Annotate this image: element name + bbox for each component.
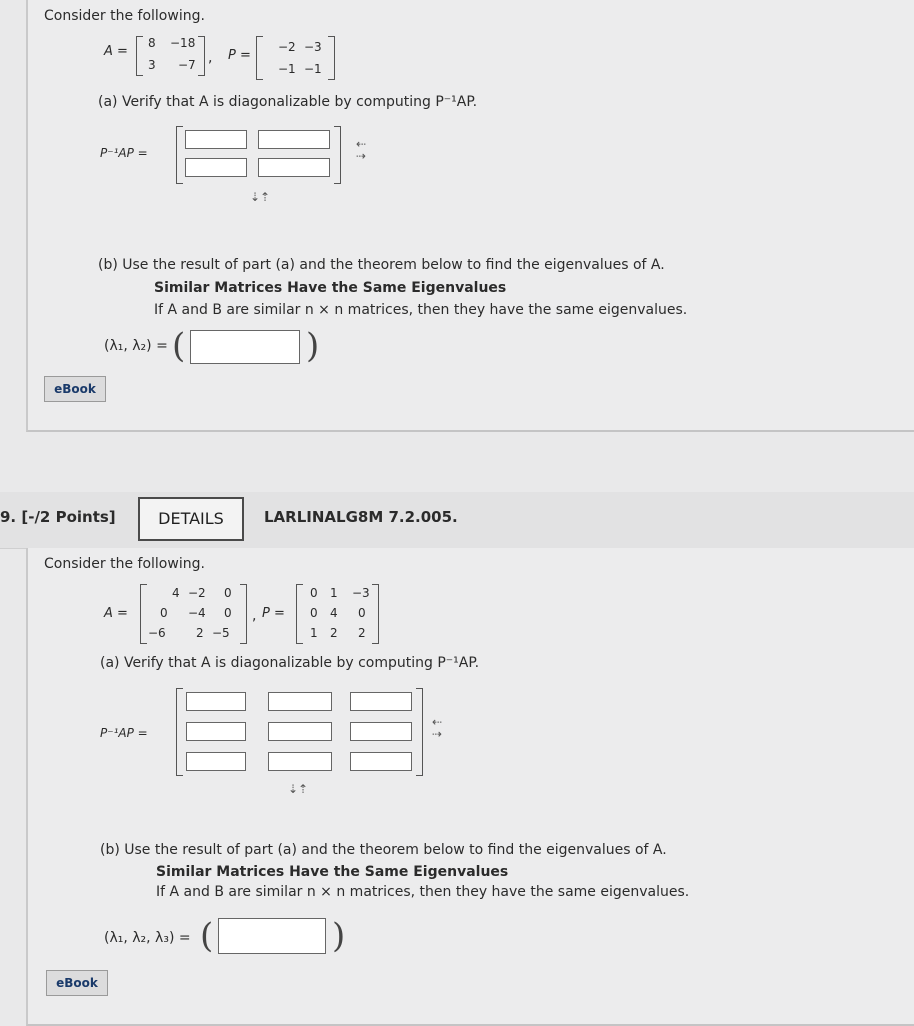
q2-theorem-title: Similar Matrices Have the Same Eigenvalues	[156, 864, 509, 880]
q2-a-12: −2	[188, 586, 206, 600]
q1-p-12: −3	[304, 40, 322, 54]
q2-answer-22[interactable]	[268, 722, 332, 741]
q2-answer-13[interactable]	[350, 692, 412, 711]
q2-pap-left-bracket	[176, 688, 183, 776]
q2-part-a: (a) Verify that A is diagonalizable by computing P⁻¹AP.	[100, 655, 480, 671]
q2-prompt: Consider the following.	[44, 556, 205, 572]
q1-a-22: −7	[178, 58, 196, 72]
q2-pap-right-bracket	[416, 688, 423, 776]
q2-p-left-bracket	[296, 584, 303, 644]
q1-answer-11[interactable]	[185, 130, 247, 149]
q1-theorem-title: Similar Matrices Have the Same Eigenvalues	[154, 280, 507, 296]
q2-a-left-bracket	[140, 584, 147, 644]
q2-answer-32[interactable]	[268, 752, 332, 771]
arrows-up-down-icon[interactable]: ⇣⇡	[250, 190, 271, 204]
q1-p-right-bracket	[328, 36, 335, 80]
q2-ebook-button[interactable]: eBook	[46, 970, 108, 996]
q1-p-21: −1	[278, 62, 296, 76]
q1-p-11: −2	[278, 40, 296, 54]
q2-answer-23[interactable]	[350, 722, 412, 741]
q2-comma: ,	[252, 608, 257, 624]
q2-eigenvalues-input[interactable]	[218, 918, 326, 954]
q1-pap-left-bracket	[176, 126, 183, 184]
q1-ebook-button[interactable]: eBook	[44, 376, 106, 402]
q1-a-right-bracket	[198, 36, 205, 76]
q2-p-32: 2	[330, 626, 338, 640]
q2-answer-33[interactable]	[350, 752, 412, 771]
q2-a-13: 0	[224, 586, 232, 600]
q1-part-b: (b) Use the result of part (a) and the theorem below to find the eigenvalues of A.	[98, 257, 665, 273]
q1-eig-left-paren: (	[172, 326, 186, 366]
q1-answer-21[interactable]	[185, 158, 247, 177]
q2-a-31: −6	[148, 626, 166, 640]
q1-eig-right-paren: )	[306, 326, 320, 366]
q2-a-33: −5	[212, 626, 230, 640]
q2-a-11: 4	[172, 586, 180, 600]
q1-a-11: 8	[148, 36, 156, 50]
q1-comma: ,	[208, 50, 213, 66]
q2-answer-21[interactable]	[186, 722, 246, 741]
q1-part-a: (a) Verify that A is diagonalizable by computing P⁻¹AP.	[98, 94, 478, 110]
q1-prompt: Consider the following.	[44, 8, 205, 24]
arrows-left-right-icon[interactable]: ⇠ ⇢	[432, 715, 443, 741]
q2-p-23: 0	[358, 606, 366, 620]
q1-pap-right-bracket	[334, 126, 341, 184]
q2-p-31: 1	[310, 626, 318, 640]
q2-p-22: 4	[330, 606, 338, 620]
q2-pap-label: P⁻¹AP =	[100, 726, 148, 740]
q2-p-12: 1	[330, 586, 338, 600]
q1-p-left-bracket	[256, 36, 263, 80]
q2-a-21: 0	[160, 606, 168, 620]
q2-answer-12[interactable]	[268, 692, 332, 711]
q2-eig-left-paren: (	[200, 916, 214, 956]
question-panel-1	[26, 0, 914, 432]
q2-p-13: −3	[352, 586, 370, 600]
q2-answer-31[interactable]	[186, 752, 246, 771]
question-code: LARLINALG8M 7.2.005.	[264, 508, 458, 526]
q2-eig-label: (λ₁, λ₂, λ₃) =	[104, 930, 191, 946]
q2-a-23: 0	[224, 606, 232, 620]
arrows-up-down-icon[interactable]: ⇣⇡	[288, 782, 309, 796]
question-number: 9. [-/2 Points]	[0, 508, 116, 526]
arrows-left-right-icon[interactable]: ⇠ ⇢	[356, 137, 367, 163]
q2-p-label: P =	[262, 606, 285, 621]
q1-a-12: −18	[170, 36, 196, 50]
q2-answer-11[interactable]	[186, 692, 246, 711]
q2-p-21: 0	[310, 606, 318, 620]
q2-a-right-bracket	[240, 584, 247, 644]
q1-p-22: −1	[304, 62, 322, 76]
q2-eig-right-paren: )	[332, 916, 346, 956]
q2-a-32: 2	[196, 626, 204, 640]
q1-theorem-body: If A and B are similar n × n matrices, then they have the same eigenvalues.	[154, 302, 688, 318]
q2-p-right-bracket	[372, 584, 379, 644]
q1-pap-label: P⁻¹AP =	[100, 146, 148, 160]
q1-eigenvalues-input[interactable]	[190, 330, 300, 364]
q1-a-label: A =	[104, 44, 128, 59]
q2-part-b: (b) Use the result of part (a) and the theorem below to find the eigenvalues of A.	[100, 842, 667, 858]
q2-theorem-body: If A and B are similar n × n matrices, then they have the same eigenvalues.	[156, 884, 690, 900]
details-button[interactable]: DETAILS	[138, 497, 244, 541]
q2-p-33: 2	[358, 626, 366, 640]
q1-a-left-bracket	[136, 36, 143, 76]
q1-eig-label: (λ₁, λ₂) =	[104, 338, 168, 354]
q2-p-11: 0	[310, 586, 318, 600]
q1-answer-12[interactable]	[258, 130, 330, 149]
q1-a-21: 3	[148, 58, 156, 72]
q1-p-label: P =	[228, 48, 251, 63]
q2-a-22: −4	[188, 606, 206, 620]
q1-answer-22[interactable]	[258, 158, 330, 177]
q2-a-label: A =	[104, 606, 128, 621]
